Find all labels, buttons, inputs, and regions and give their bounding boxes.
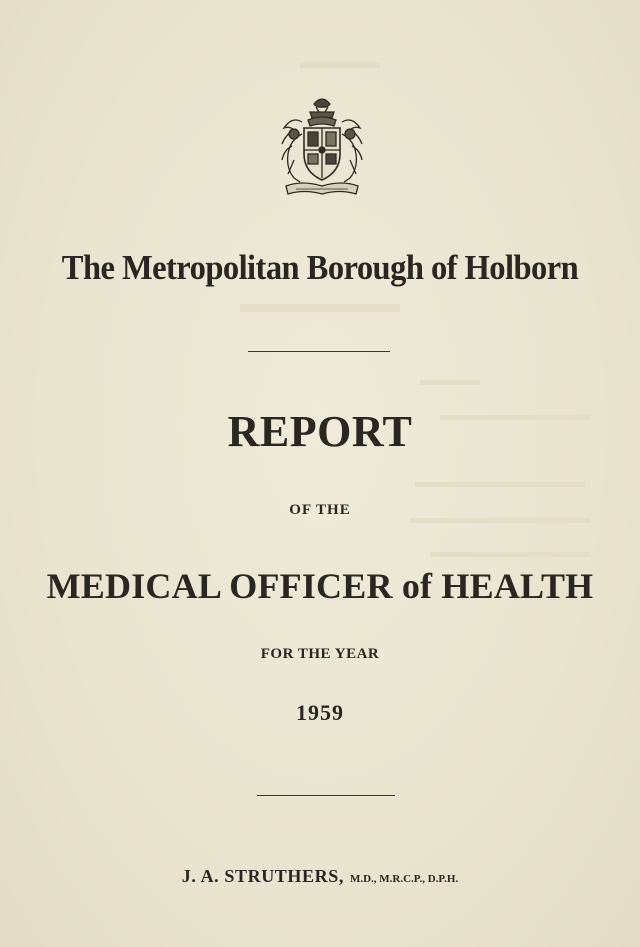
author-line <box>0 866 640 887</box>
author-name: J. A. STRUTHERS, <box>181 866 344 886</box>
medical-officer-heading: MEDICAL OFFICER of HEALTH <box>46 566 594 606</box>
author-qualifications: M.D., M.R.C.P., D.P.H. <box>349 873 459 885</box>
divider-rule-top <box>248 351 390 352</box>
borough-coat-of-arms-icon <box>272 94 372 202</box>
borough-title: The Metropolitan Borough of Holborn <box>61 248 579 287</box>
of-the-label: OF THE <box>289 502 351 518</box>
report-heading: REPORT <box>227 407 413 456</box>
for-the-year-label: FOR THE YEAR <box>260 646 380 662</box>
report-year: 1959 <box>296 700 344 725</box>
divider-rule-bottom <box>257 795 395 796</box>
